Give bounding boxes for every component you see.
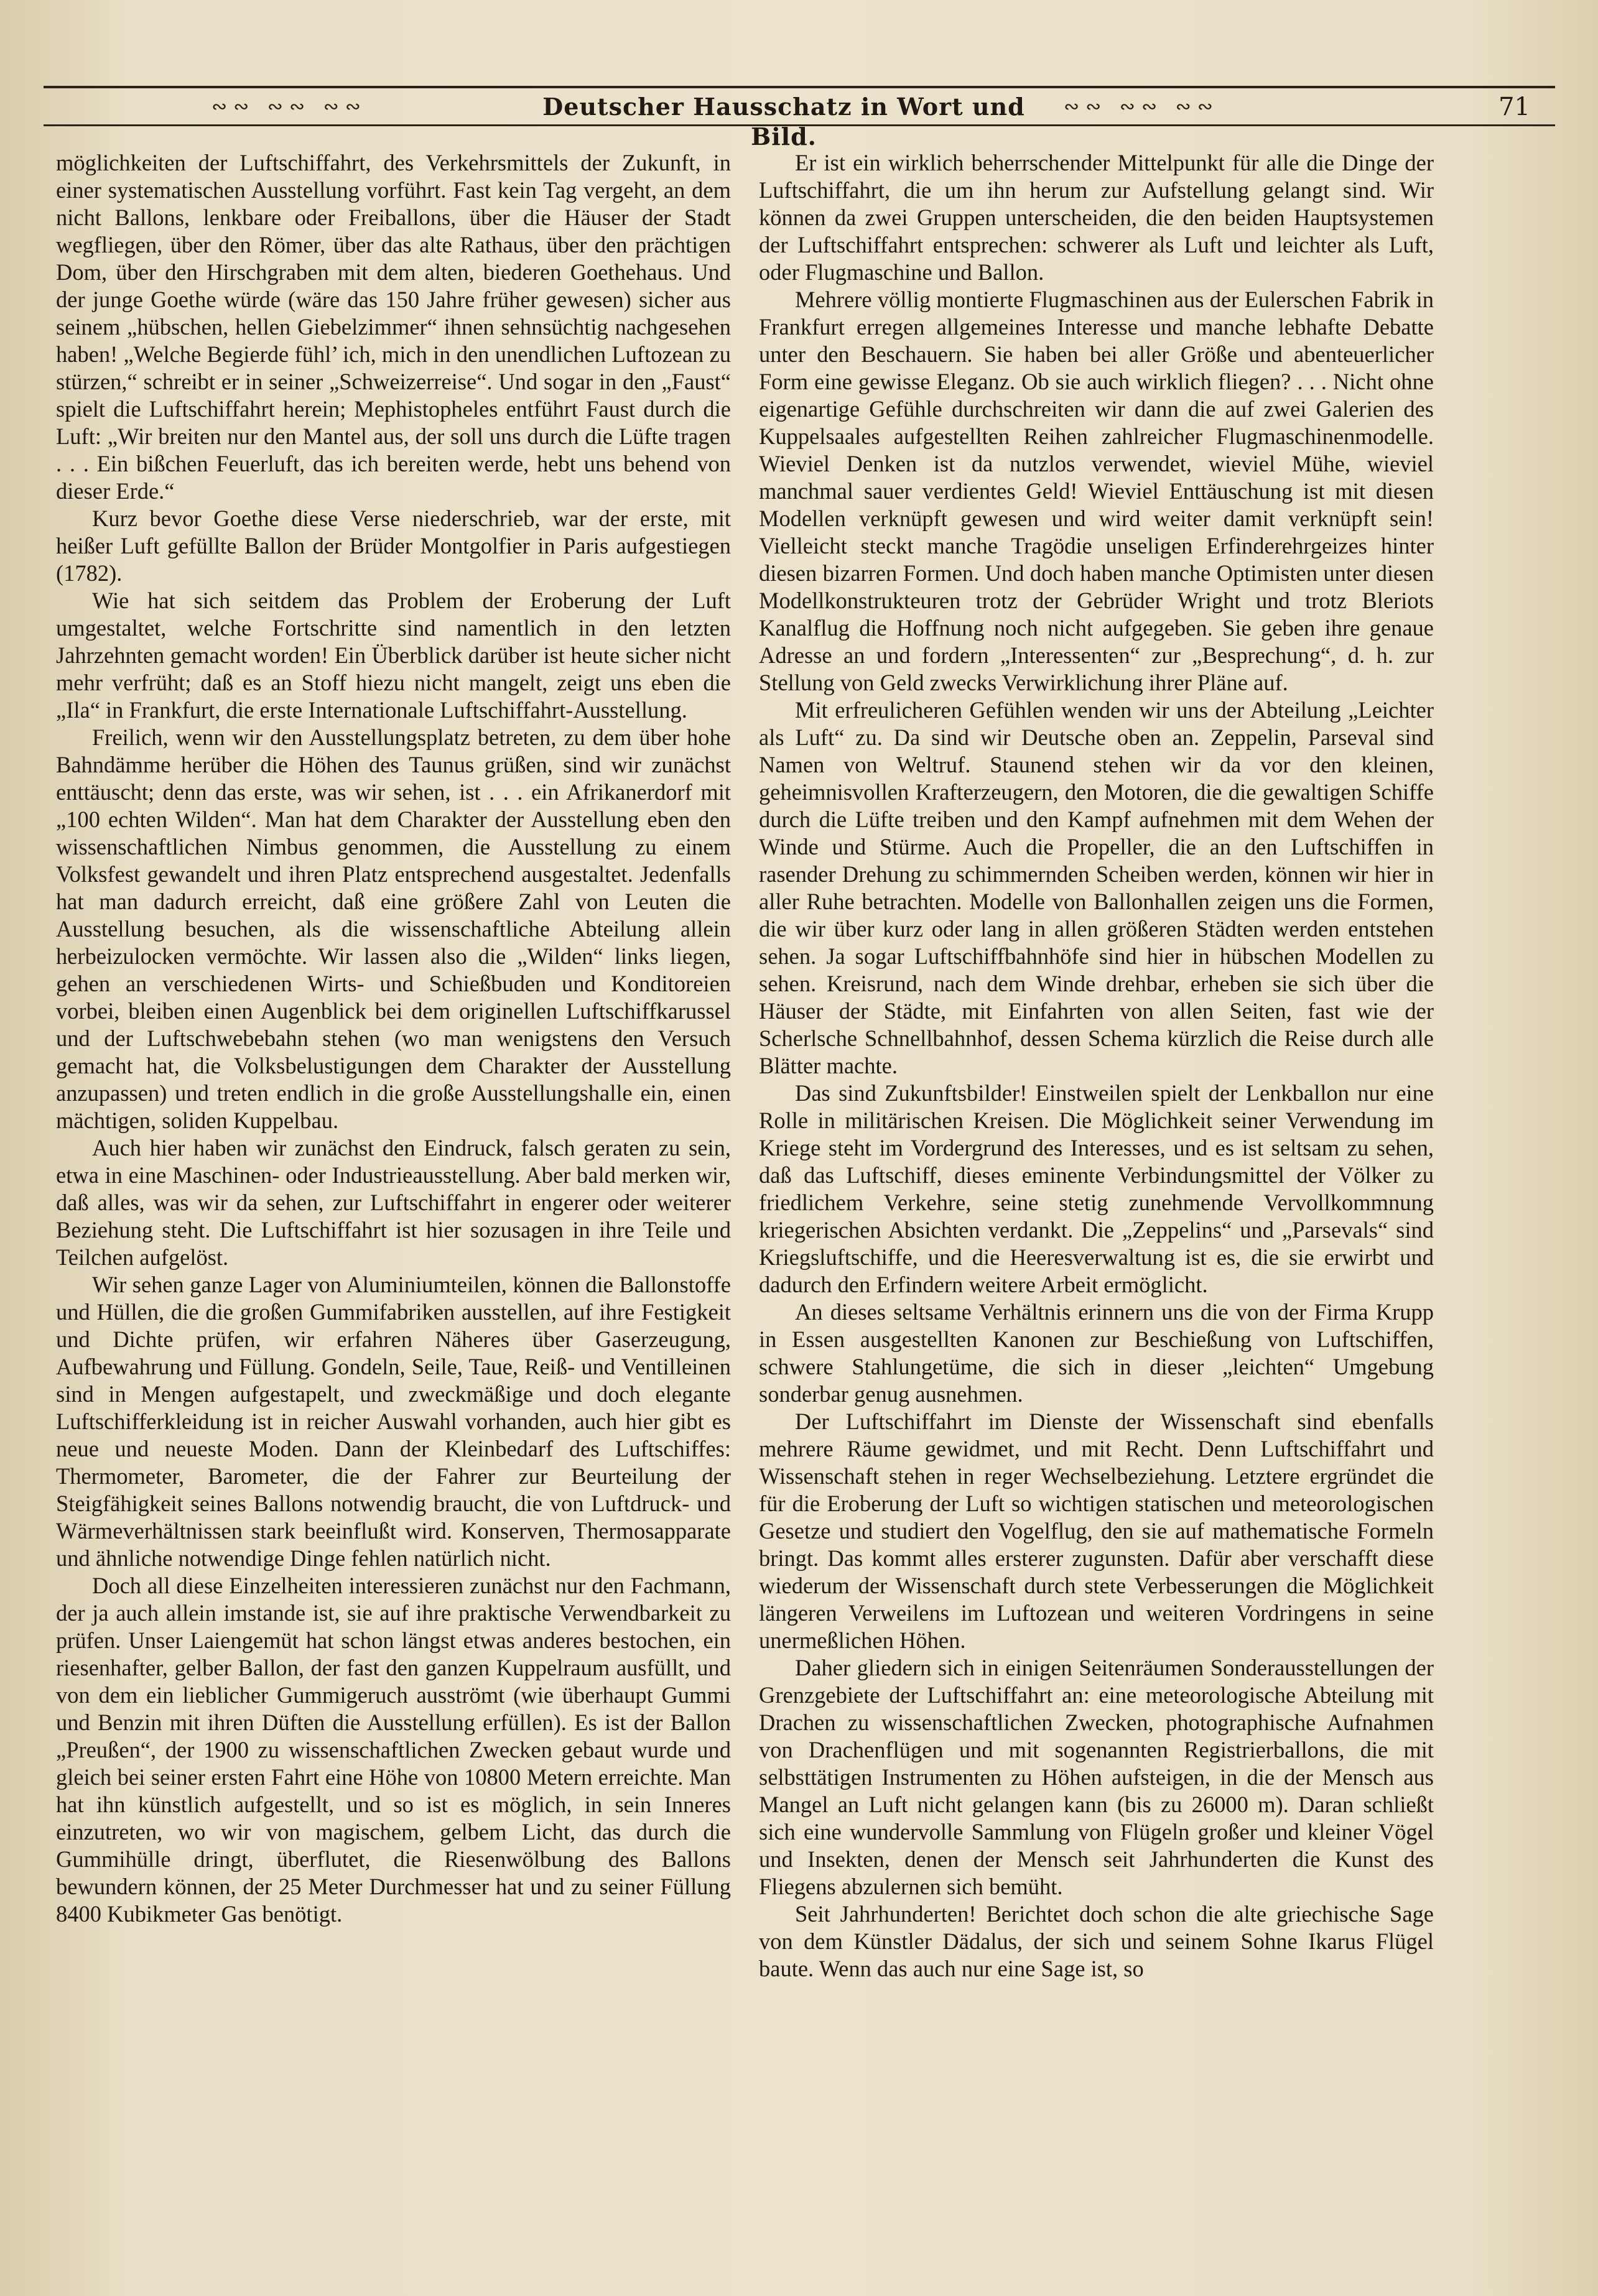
paragraph: Der Luftschiffahrt im Dienste der Wissenschaft sind ebenfalls mehrere Räume gewidmet, und mit Recht. Denn Luftschiffahrt und Wissenschaft stehen in reger Wechselbeziehung. Letztere ergründet die für die Eroberung der Luft so wichtigen statischen und meteorologischen Gesetze und studiert den Vogelflug, den sie auf mathematische Formeln bringt. Das kommt alles ersterer zugunsten. Dafür aber verschafft diese wiederum der Wissenschaft durch stete Verbesserungen die Möglichkeit längeren Verweilens im Luftozean und weiteren Vordringens in seine unermeßlichen Höhen. [759,1409,1434,1653]
paragraph: Seit Jahrhunderten! Berichtet doch schon die alte griechische Sage von dem Künstler Dädalus, der sich und seinem Sohne Ikarus Flügel baute. Wenn das auch nur eine Sage ist, so [759,1901,1434,1981]
page-number: 71 [1498,93,1530,121]
paragraph: Daher gliedern sich in einigen Seitenräumen Sonderausstellungen der Grenzgebiete der Luftschiffahrt an: eine meteorologische Abteilung mit Drachen zu wissenschaftlichen Zwecken, photographische Aufnahmen von Drachenflügen und mit sogenannten Registrierballons, die mit selbsttätigen Instrumenten zu Höhen aufsteigen, in die der Mensch aus Mangel an Luft nicht gelangen kann (bis zu 26000 m). Daran schließt sich eine wundervolle Sammlung von Flügeln großer und kleiner Vögel und Insekten, denen der Mensch seit Jahrhunderten die Kunst des Fliegens abzulernen sich bemüht. [759,1655,1434,1899]
header-ornament-left: ∾∾ ∾∾ ∾∾ [211,96,367,118]
paragraph: Mehrere völlig montierte Flugmaschinen aus der Eulerschen Fabrik in Frankfurt erregen allgemeines Interesse und manche lebhafte Debatte unter den Beschauern. Sie haben bei aller Größe und abenteuerlicher Form eine gewisse Eleganz. Ob sie auch wirklich fliegen? . . . Nicht ohne eigenartige Gefühle durchschreiten wir dann die auf zwei Galerien des Kuppelsaales aufgestellten Reihen zahlreicher Flugmaschinenmodelle. Wieviel Denken ist da nutzlos verwendet, wieviel Mühe, wieviel manchmal sauer verdientes Geld! Wieviel Enttäuschung ist mit diesen Modellen verknüpft gewesen und wird weiter damit verknüpft sein! Vielleicht steckt manche Tragödie unseligen Erfinderehrgeizes hinter diesen bizarren Formen. Und doch haben manche Optimisten unter diesen Modellkonstrukteuren trotz der Gebrüder Wright und trotz Bleriots Kanalflug die Hoffnung noch nicht aufgegeben. Sie geben ihre genaue Adresse an und fordern „Interessenten“ zur „Besprechung“, d. h. zur Stellung von Geld zwecks Verwirklichung ihrer Pläne auf. [759,287,1434,695]
paragraph: Mit erfreulicheren Gefühlen wenden wir uns der Abteilung „Leichter als Luft“ zu. Da sind wir Deutsche oben an. Zeppelin, Parseval sind Namen von Weltruf. Staunend stehen wir da vor den kleinen, geheimnisvollen Krafterzeugern, den Motoren, die die gewaltigen Schiffe durch die Lüfte treiben und den Kampf aufnehmen mit dem Wehen der Winde und Stürme. Auch die Propeller, die an den Luftschiffen in rasender Drehung zu schimmernden Scheiben werden, können wir hier in aller Ruhe betrachten. Modelle von Ballonhallen zeigen uns die Formen, die wir über kurz oder lang in allen größeren Städten werden entstehen sehen. Ja sogar Luftschiffbahnhöfe sind hier in hübschen Modellen zu sehen. Kreisrund, nach dem Winde drehbar, erheben sie sich über die Häuser der Städte, mit Einfahrten von allen Seiten, fast wie der Scherlsche Schnellbahnhof, dessen Schema kürzlich die Reise durch alle Blätter machte. [759,697,1434,1078]
running-title: Deutscher Hausschatz in Wort und Bild. [542,93,1025,150]
header-ornament-right: ∾∾ ∾∾ ∾∾ [1064,96,1219,118]
paragraph: An dieses seltsame Verhältnis erinnern uns die von der Firma Krupp in Essen ausgestellten Kanonen zur Beschießung von Luftschiffen, schwere Stahlungetüme, die sich in dieser „leichten“ Umgebung sonderbar genug ausnehmen. [759,1299,1434,1407]
paragraph: Das sind Zukunftsbilder! Einstweilen spielt der Lenkballon nur eine Rolle in militärischen Kreisen. Die Möglichkeit seiner Verwendung im Kriege steht im Vordergrund des Interesses, und es ist seltsam zu sehen, daß das Luftschiff, dieses eminente Verbindungsmittel der Völker zu friedlichem Verkehre, seine stetig zunehmende Vervollkommnung kriegerischen Absichten verdankt. Die „Zeppelins“ und „Parsevals“ sind Kriegsluftschiffe, und die Heeresverwaltung ist es, die sie erwirbt und dadurch den Erfindern weitere Arbeit ermöglicht. [759,1080,1434,1297]
paragraph: Wie hat sich seitdem das Problem der Eroberung der Luft umgestaltet, welche Fortschritte sind namentlich in den letzten Jahrzehnten gemacht worden! Ein Überblick darüber ist heute sicher nicht mehr verfrüht; daß es an Stoff hiezu nicht mangelt, zeigt uns eben die „Ila“ in Frankfurt, die erste Internationale Luftschiffahrt-Ausstellung. [56,588,731,723]
paragraph: Auch hier haben wir zunächst den Eindruck, falsch geraten zu sein, etwa in eine Maschinen- oder Industrieausstellung. Aber bald merken wir, daß alles, was wir da sehen, zur Luftschiffahrt in engerer oder weiterer Beziehung steht. Die Luftschiffahrt ist hier sozusagen in ihre Teile und Teilchen aufgelöst. [56,1135,731,1270]
header-rule-bottom [44,124,1555,126]
header-rule-top [44,86,1555,88]
left-column [56,149,731,2127]
paragraph: Wir sehen ganze Lager von Aluminiumteilen, können die Ballonstoffe und Hüllen, die die großen Gummifabriken ausstellen, auf ihre Festigkeit und Dichte prüfen, wir erfahren Näheres über Gaserzeugung, Aufbewahrung und Füllung. Gondeln, Seile, Taue, Reiß- und Ventilleinen sind in Mengen aufgestapelt, und zweckmäßige und doch elegante Luftschifferkleidung ist in reicher Auswahl vorhanden, auch hier gibt es neue und neueste Moden. Dann der Kleinbedarf des Luftschiffes: Thermometer, Barometer, die der Fahrer zur Beurteilung der Steigfähigkeit seines Ballons notwendig braucht, die von Luftdruck- und Wärmeverhältnissen stark beeinflußt wird. Konserven, Thermosapparate und ähnliche notwendige Dinge fehlen natürlich nicht. [56,1272,731,1571]
right-column [759,149,1434,2127]
paragraph: möglichkeiten der Luftschiffahrt, des Verkehrsmittels der Zukunft, in einer systematischen Ausstellung vorführt. Fast kein Tag vergeht, an dem nicht Ballons, lenkbare oder Freiballons, über die Häuser der Stadt wegfliegen, über den Römer, über das alte Rathaus, über den prächtigen Dom, über den Hirschgraben mit dem alten, biederen Goethehaus. Und der junge Goethe würde (wäre das 150 Jahre früher gewesen) sicher aus seinem „hübschen, hellen Giebelzimmer“ ihnen sehnsüchtig nachgesehen haben! „Welche Begierde fühl’ ich, mich in den unendlichen Luftozean zu stürzen,“ schreibt er in seiner „Schweizerreise“. Und sogar in den „Faust“ spielt die Luftschiffahrt herein; Mephistopheles entführt Faust durch die Luft: „Wir breiten nur den Mantel aus, der soll uns durch die Lüfte tragen . . . Ein bißchen Feuerluft, das ich bereiten werde, hebt uns behend von dieser Erde.“ [56,150,731,504]
paragraph: Doch all diese Einzelheiten interessieren zunächst nur den Fachmann, der ja auch allein imstande ist, sie auf ihre praktische Verwendbarkeit zu prüfen. Unser Laiengemüt hat schon längst etwas anderes bestochen, ein riesenhafter, gelber Ballon, der fast den ganzen Kuppelraum ausfüllt, und von dem ein lieblicher Gummigeruch ausströmt (wie überhaupt Gummi und Benzin mit ihren Düften die Ausstellung erfüllen). Es ist der Ballon „Preußen“, der 1900 zu wissenschaftlichen Zwecken gebaut wurde und gleich bei seiner ersten Fahrt eine Höhe von 10800 Metern erreichte. Man hat ihn künstlich aufgestellt, und so ist es möglich, in sein Inneres einzutreten, wo wir von magischem, gelbem Licht, das durch die Gummihülle dringt, überflutet, die Riesenwölbung des Ballons bewundern können, der 25 Meter Durchmesser hat und zu seiner Füllung 8400 Kubikmeter Gas benötigt. [56,1573,731,1927]
paragraph: Er ist ein wirklich beherrschender Mittelpunkt für alle die Dinge der Luftschiffahrt, die um ihn herum zur Aufstellung gelangt sind. Wir können da zwei Gruppen unterscheiden, die den beiden Hauptsystemen der Luftschiffahrt entsprechen: schwerer als Luft und leichter als Luft, oder Flugmaschine und Ballon. [759,150,1434,285]
page-header [44,81,1555,150]
paragraph: Kurz bevor Goethe diese Verse niederschrieb, war der erste, mit heißer Luft gefüllte Ballon der Brüder Montgolfier in Paris aufgestiegen (1782). [56,506,731,586]
paragraph: Freilich, wenn wir den Ausstellungsplatz betreten, zu dem über hohe Bahndämme herüber die Höhen des Taunus grüßen, sind wir zunächst enttäuscht; denn das erste, was wir sehen, ist . . . ein Afrikanerdorf mit „100 echten Wilden“. Man hat dem Charakter der Ausstellung eben den wissenschaftlichen Nimbus genommen, die Ausstellung zu einem Volksfest gewandelt und ihren Platz entsprechend ausgestaltet. Jedenfalls hat man dadurch erreicht, daß eine größere Zahl von Leuten die Ausstellung besuchen, als die wissenschaftliche Abteilung allein herbeizulocken vermöchte. Wir lassen also die „Wilden“ links liegen, gehen an verschiedenen Wirts- und Schießbuden und Konditoreien vorbei, bleiben einen Augenblick bei dem originellen Luftschiffkarussel und der Luftschwebebahn stehen (wo man wenigstens den Versuch gemacht hat, die Volksbelustigungen dem Charakter der Ausstellung anzupassen) und treten endlich in die große Ausstellungshalle ein, einen mächtigen, soliden Kuppelbau. [56,724,731,1133]
